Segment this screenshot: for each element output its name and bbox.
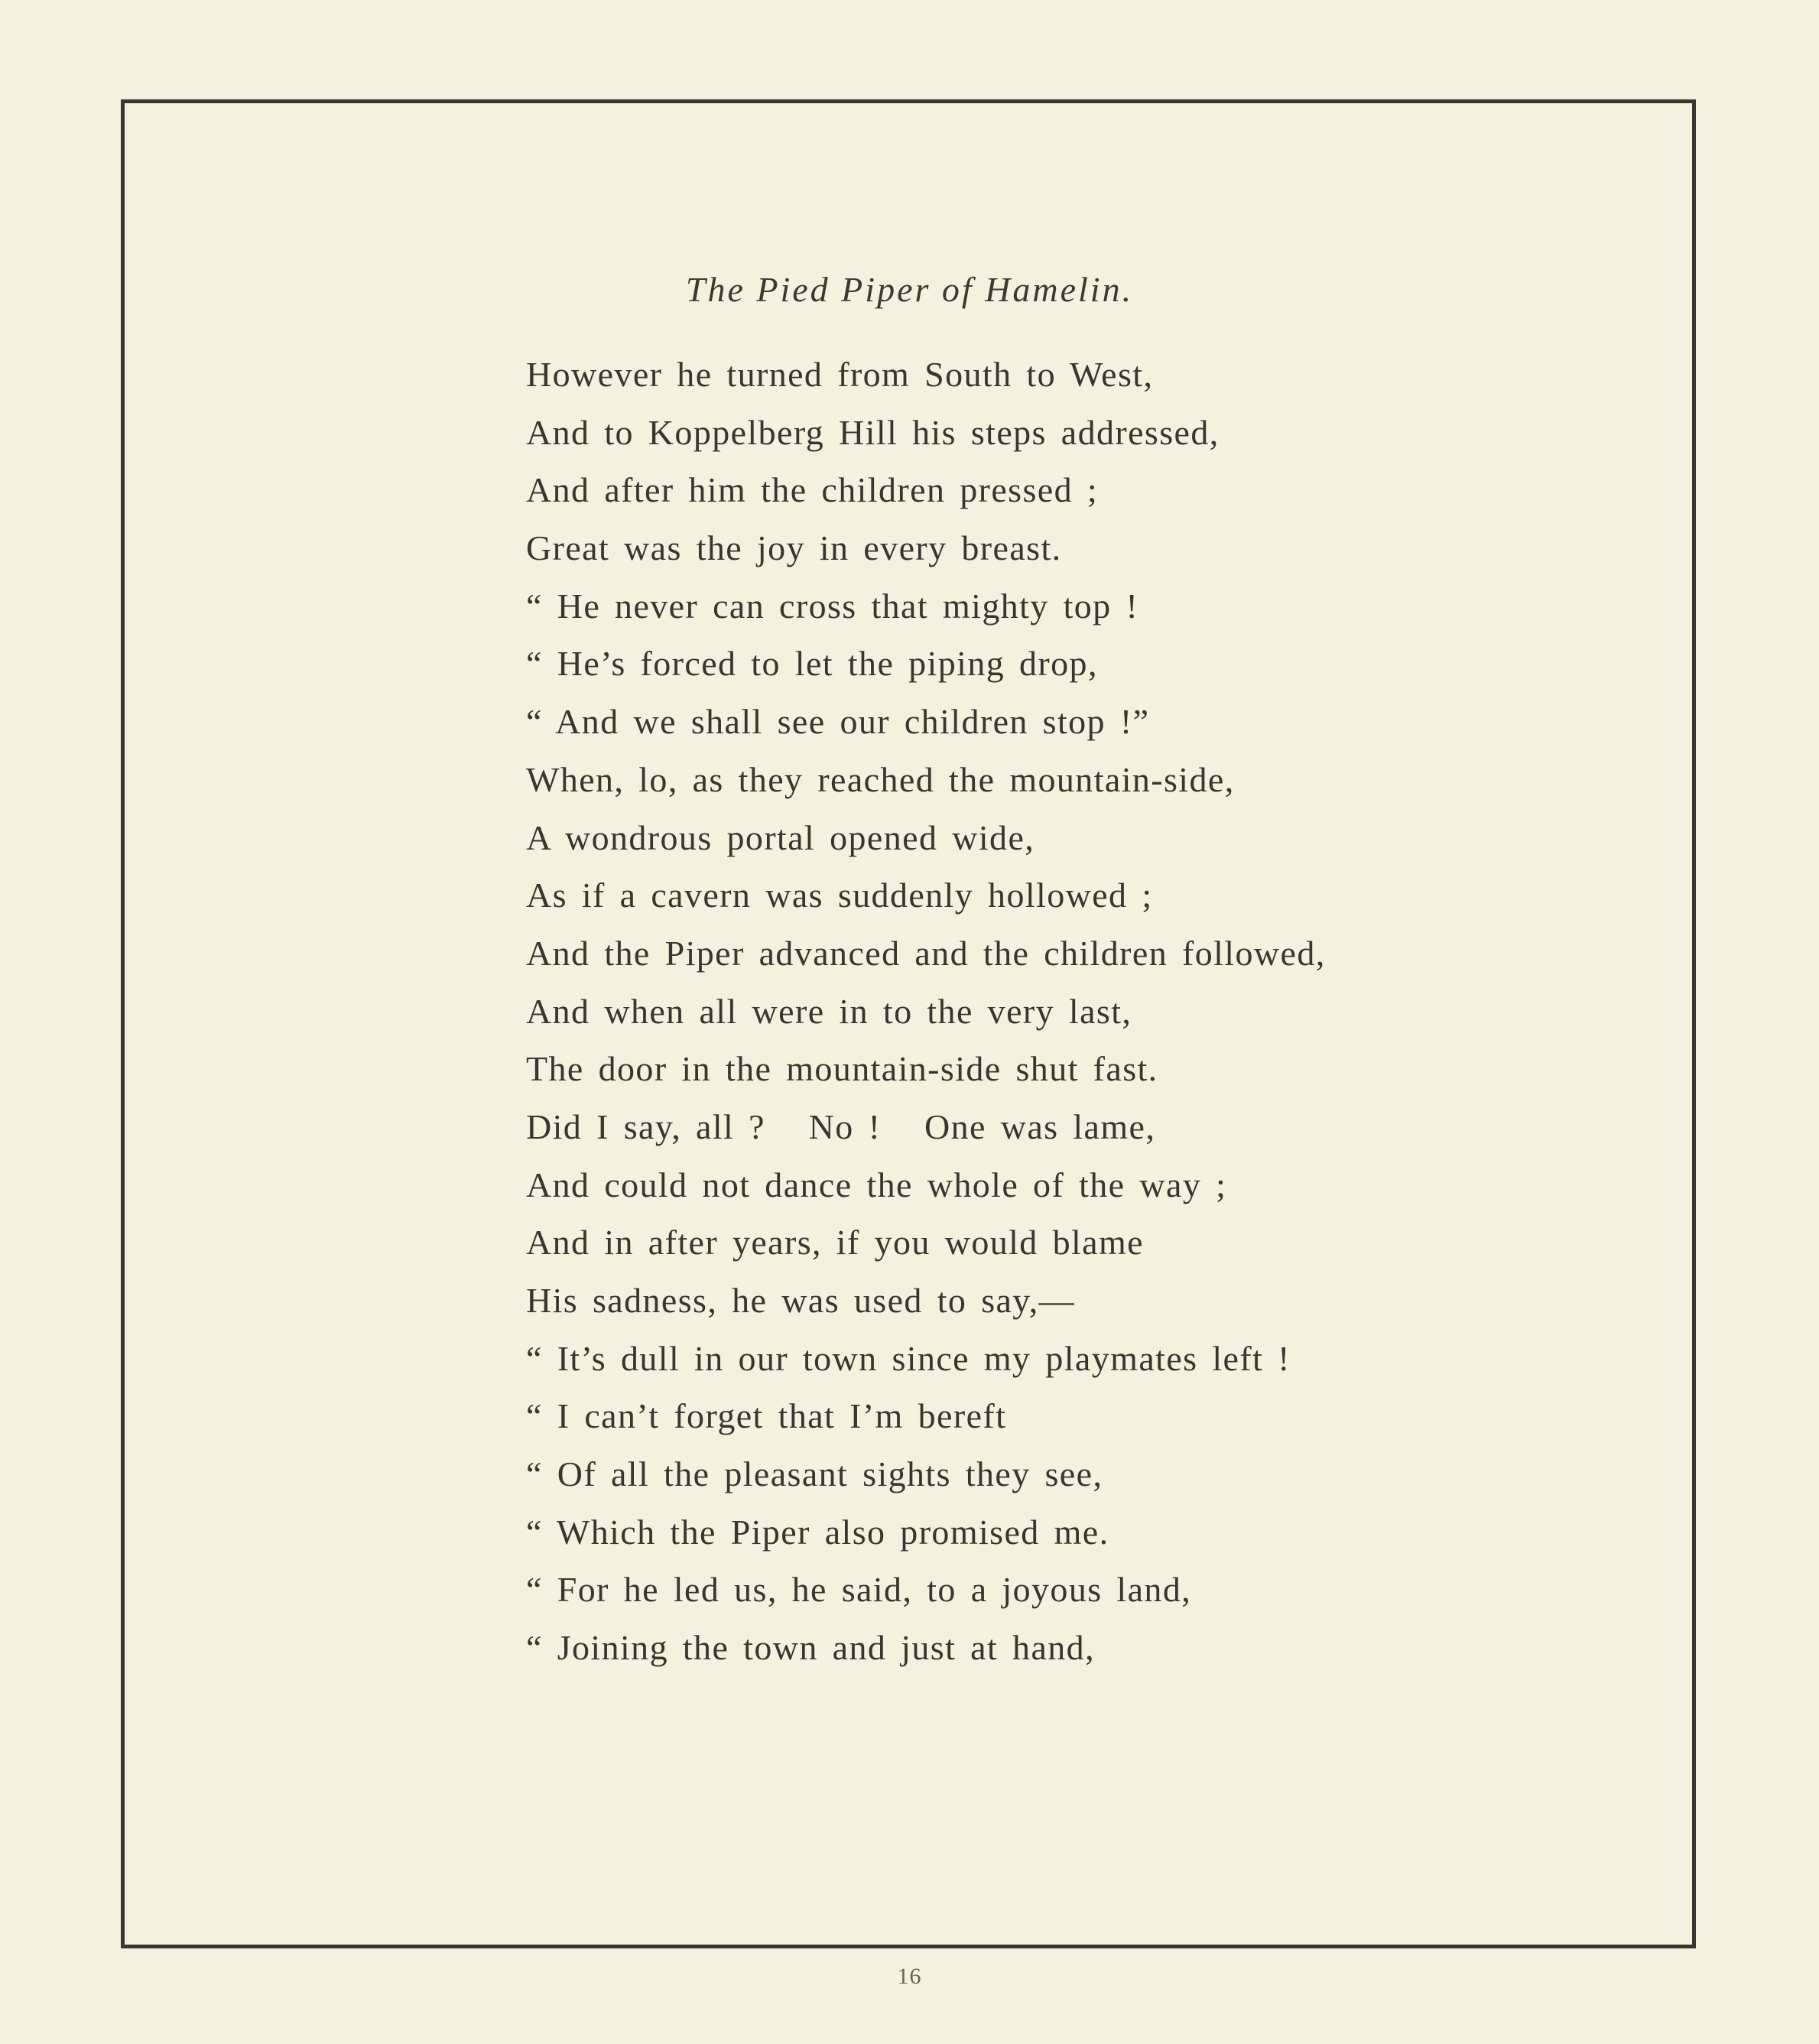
page-number: 16 xyxy=(897,1964,922,1989)
poem-line: And could not dance the whole of the way ; xyxy=(526,1165,1227,1204)
poem-line: “ For he led us, he said, to a joyous land, xyxy=(526,1570,1192,1610)
poem-line: “ He’s forced to let the piping drop, xyxy=(526,644,1098,684)
poem-line: And when all were in to the very last, xyxy=(526,991,1132,1031)
poem-line: The door in the mountain-side shut fast. xyxy=(526,1049,1158,1089)
poem-line: A wondrous portal opened wide, xyxy=(526,817,1035,857)
poem-line: As if a cavern was suddenly hollowed ; xyxy=(526,876,1153,915)
poem-line: However he turned from South to West, xyxy=(526,355,1154,394)
poem-line: “ And we shall see our children stop !” xyxy=(526,702,1150,742)
poem-line: “ It’s dull in our town since my playmates left ! xyxy=(526,1338,1291,1378)
poem-line: “ Which the Piper also promised me. xyxy=(526,1512,1109,1552)
poem-line: And to Koppelberg Hill his steps addressed, xyxy=(526,412,1220,452)
poem-line: “ Joining the town and just at hand, xyxy=(526,1628,1095,1668)
poem-text xyxy=(526,353,1326,1685)
poem-line: Did I say, all ? No ! One was lame, xyxy=(526,1106,1156,1146)
poem-line: And after him the children pressed ; xyxy=(526,470,1099,510)
poem-line: “ He never can cross that mighty top ! xyxy=(526,586,1139,626)
page-title: The Pied Piper of Hamelin. xyxy=(685,270,1134,309)
poem-line: His sadness, he was used to say,— xyxy=(526,1281,1076,1320)
poem-line: When, lo, as they reached the mountain-side, xyxy=(526,759,1235,799)
poem-line: And in after years, if you would blame xyxy=(526,1223,1144,1262)
poem-line: Great was the joy in every breast. xyxy=(526,528,1062,568)
poem-line: “ Of all the pleasant sights they see, xyxy=(526,1454,1103,1494)
poem-line: “ I can’t forget that I’m bereft xyxy=(526,1396,1007,1436)
poem-line: And the Piper advanced and the children followed, xyxy=(526,933,1326,973)
